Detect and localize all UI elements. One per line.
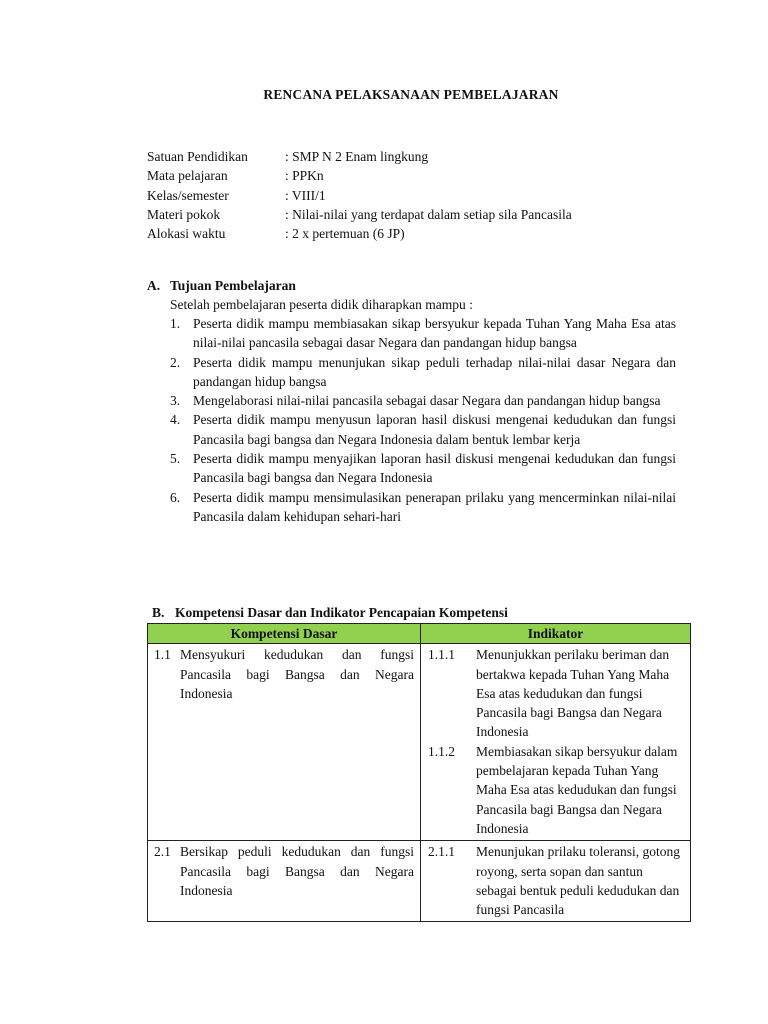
table-row [148,841,691,922]
indicator-text: Menunjukan prilaku toleransi, gotong royong, serta sopan dan santun sebagai bentuk peduli kedudukan dan fungsi Pancasila [476,844,680,918]
competency-cell [148,841,421,922]
identity-value: : VIII/1 [285,187,326,203]
column-header-kompetensi: Kompetensi Dasar [148,624,421,644]
identity-label: Kelas/semester [147,187,229,203]
list-item [170,488,676,527]
section-a-letter: A. [147,278,161,293]
identity-row [147,224,572,243]
list-item [170,449,676,488]
indicator-text: Membiasakan sikap bersyukur dalam pembelajaran kepada Tuhan Yang Maha Esa atas kedudukan dan fungsi Pancasila bagi Bangsa dan Negara Indonesia [476,743,678,836]
list-item-number: 1. [170,316,181,331]
indicator-cell [421,644,691,841]
list-item-number: 5. [170,451,181,467]
document-title: RENCANA PELAKSANAAN PEMBELAJARAN [263,87,559,102]
identity-row [147,147,572,166]
identity-label: Materi pokok [147,206,221,222]
identity-label: Mata pelajaran [147,168,228,184]
list-item-text: Peserta didik mampu mensimulasikan penerapan prilaku yang mencerminkan nilai-nilai Pancasila dalam kehidupan sehari-hari [193,489,676,524]
list-item-number: 6. [170,489,181,505]
competency-table [147,623,691,922]
indicator-number: 1.1.1 [428,647,455,663]
list-item-text: Peserta didik mampu menunjukan sikap peduli terhadap nilai-nilai dasar Negara dan pandangan hidup bangsa [193,354,676,389]
section-b-heading [152,603,508,622]
identity-label: Alokasi waktu [147,226,226,242]
learning-goals-list [170,314,676,526]
section-b-letter: B. [152,605,165,620]
identity-value: : SMP N 2 Enam lingkung [285,149,429,164]
indicator-cell [421,841,691,922]
indicator-item [428,842,684,919]
competency-number: 1.1 [154,647,171,663]
identity-row [147,166,572,185]
table-row [148,644,691,841]
list-item-text: Peserta didik mampu menyajikan laporan hasil diskusi mengenai kedudukan dan fungsi Pancasila bagi bangsa dan Negara Indonesia [193,451,676,486]
list-item-text: Peserta didik mampu menyusun laporan hasil diskusi mengenai kedudukan dan fungsi Pancasila bagi bangsa dan Negara Indonesia dalam bentuk lembar kerja [193,412,676,447]
identity-label: Satuan Pendidikan [147,149,248,164]
indicator-text: Menunjukkan perilaku beriman dan bertakwa kepada Tuhan Yang Maha Esa atas kedudukan dan fungsi Pancasila bagi Bangsa dan Negara Indonesia [476,647,670,740]
identity-value: : Nilai-nilai yang terdapat dalam setiap sila Pancasila [285,206,572,222]
section-a-title: Tujuan Pembelajaran [170,278,296,293]
column-header-indikator: Indikator [421,624,691,644]
indicator-item [428,645,684,741]
identity-value: : 2 x pertemuan (6 JP) [285,226,405,242]
list-item-number: 3. [170,393,181,409]
identity-block [147,147,572,243]
indicator-item [428,742,684,838]
competency-text: Mensyukuri kedudukan dan fungsi Pancasila bagi Bangsa dan Negara Indonesia [180,647,414,701]
section-b-title: Kompetensi Dasar dan Indikator Pencapaian Kompetensi [175,605,508,620]
list-item-number: 2. [170,354,181,370]
section-a-intro: Setelah pembelajaran peserta didik diharapkan mampu : [170,297,473,312]
section-a-heading [147,276,296,295]
list-item [170,391,676,410]
table-header-row [148,624,691,644]
list-item-text: Mengelaborasi nilai-nilai pancasila sebagai dasar Negara dan pandangan hidup bangsa [193,393,661,409]
competency-number: 2.1 [154,844,171,860]
list-item [170,410,676,449]
indicator-number: 1.1.2 [428,743,455,759]
indicator-number: 2.1.1 [428,844,455,860]
list-item-text: Peserta didik mampu membiasakan sikap bersyukur kepada Tuhan Yang Maha Esa atas nilai-nilai pancasila sebagai dasar Negara dan pandangan hidup bangsa [193,316,676,351]
competency-cell [148,644,421,841]
competency-text: Bersikap peduli kedudukan dan fungsi Pancasila bagi Bangsa dan Negara Indonesia [180,844,414,898]
list-item-number: 4. [170,412,181,428]
list-item [170,353,676,392]
identity-value: : PPKn [285,168,324,184]
identity-row [147,205,572,224]
list-item [170,314,676,353]
identity-row [147,186,572,205]
